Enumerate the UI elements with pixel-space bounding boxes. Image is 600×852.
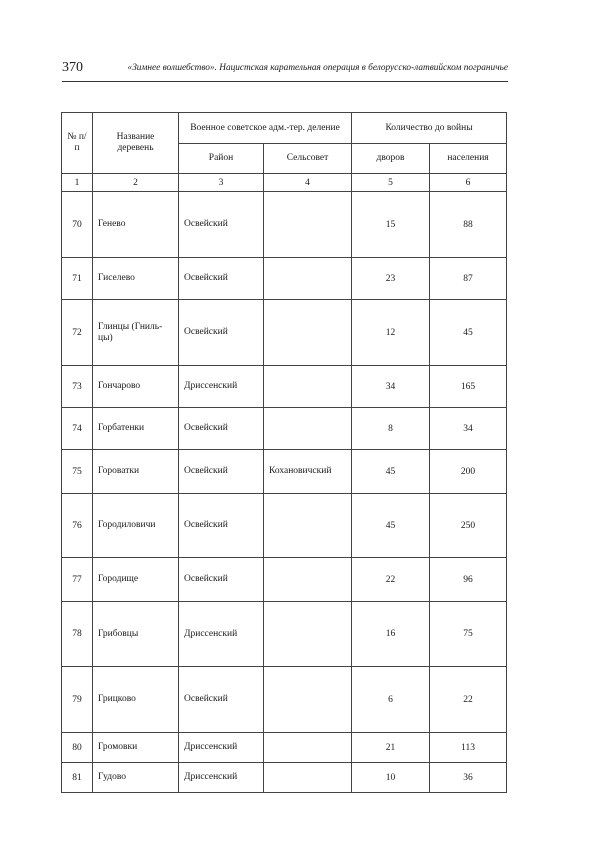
cell-households: 6 [352,667,430,733]
cell-selsovet [264,558,352,602]
table-row [62,763,507,793]
cell-raion: Освейский [179,450,264,494]
cell-population: 22 [430,667,507,733]
cell-population: 36 [430,763,507,793]
cell-name: Гончарово [93,366,179,408]
cell-name: Гиселево [93,258,179,300]
cell-no: 76 [62,494,93,558]
cell-no: 78 [62,602,93,667]
table-row [62,558,507,602]
cell-no: 72 [62,300,93,366]
column-number: 5 [352,174,430,192]
cell-households: 8 [352,408,430,450]
cell-raion: Освейский [179,558,264,602]
col-header-no: № п/п [62,113,93,174]
cell-selsovet [264,366,352,408]
column-number: 3 [179,174,264,192]
cell-name: Геневo [93,192,179,258]
table-row [62,300,507,366]
cell-households: 10 [352,763,430,793]
page-number: 370 [62,60,83,75]
cell-households: 12 [352,300,430,366]
cell-name: Глинцы (Гниль-цы) [93,300,179,366]
cell-population: 96 [430,558,507,602]
cell-name: Грибовцы [93,602,179,667]
cell-raion: Дриссенский [179,733,264,763]
cell-households: 22 [352,558,430,602]
col-header-name: Название деревень [93,113,179,174]
cell-selsovet [264,602,352,667]
cell-raion: Освейский [179,300,264,366]
cell-no: 73 [62,366,93,408]
cell-population: 88 [430,192,507,258]
cell-households: 23 [352,258,430,300]
cell-population: 250 [430,494,507,558]
column-number: 4 [264,174,352,192]
col-header-prewar-count: Количество до войны [352,113,507,144]
col-header-raion: Район [179,144,264,174]
cell-name: Городиловичи [93,494,179,558]
cell-no: 74 [62,408,93,450]
villages-table [61,112,507,793]
table-row [62,602,507,667]
table-row [62,258,507,300]
cell-households: 21 [352,733,430,763]
column-number: 1 [62,174,93,192]
cell-raion: Освейский [179,408,264,450]
cell-households: 16 [352,602,430,667]
col-header-population: населения [430,144,507,174]
cell-no: 79 [62,667,93,733]
cell-population: 87 [430,258,507,300]
cell-selsovet [264,258,352,300]
cell-name: Городище [93,558,179,602]
col-header-households: дворов [352,144,430,174]
cell-name: Громовки [93,733,179,763]
header-divider [62,81,508,82]
cell-no: 71 [62,258,93,300]
cell-selsovet [264,192,352,258]
table-row [62,408,507,450]
cell-households: 15 [352,192,430,258]
cell-selsovet [264,733,352,763]
cell-no: 70 [62,192,93,258]
column-number: 2 [93,174,179,192]
table-row [62,667,507,733]
cell-raion: Дриссенский [179,366,264,408]
cell-selsovet [264,494,352,558]
cell-raion: Дриссенский [179,763,264,793]
cell-population: 34 [430,408,507,450]
cell-selsovet [264,667,352,733]
cell-selsovet [264,300,352,366]
header-row-top [62,113,507,144]
cell-population: 113 [430,733,507,763]
page-header [62,60,508,82]
cell-no: 77 [62,558,93,602]
table-row [62,733,507,763]
col-header-selsovet: Сельсовет [264,144,352,174]
cell-selsovet [264,408,352,450]
table-row [62,366,507,408]
cell-name: Горoватки [93,450,179,494]
cell-no: 75 [62,450,93,494]
table-row [62,494,507,558]
table-row [62,450,507,494]
column-number: 6 [430,174,507,192]
cell-name: Гудово [93,763,179,793]
cell-population: 75 [430,602,507,667]
cell-households: 45 [352,494,430,558]
cell-raion: Освейский [179,667,264,733]
cell-households: 45 [352,450,430,494]
cell-no: 80 [62,733,93,763]
cell-raion: Освейский [179,258,264,300]
cell-raion: Освейский [179,192,264,258]
table-row [62,192,507,258]
cell-name: Грицково [93,667,179,733]
cell-raion: Дриссенский [179,602,264,667]
cell-selsovet [264,763,352,793]
col-header-military-division: Военное советское адм.-тер. деление [179,113,352,144]
cell-no: 81 [62,763,93,793]
cell-households: 34 [352,366,430,408]
column-number-row [62,174,507,192]
cell-population: 45 [430,300,507,366]
cell-name: Горбатенки [93,408,179,450]
cell-population: 200 [430,450,507,494]
running-title: «Зимнее волшебство». Нацистская карательная операция в белорусско-латвийском пограничье [127,63,508,73]
cell-population: 165 [430,366,507,408]
cell-selsovet: Кохановичский [264,450,352,494]
cell-raion: Освейский [179,494,264,558]
